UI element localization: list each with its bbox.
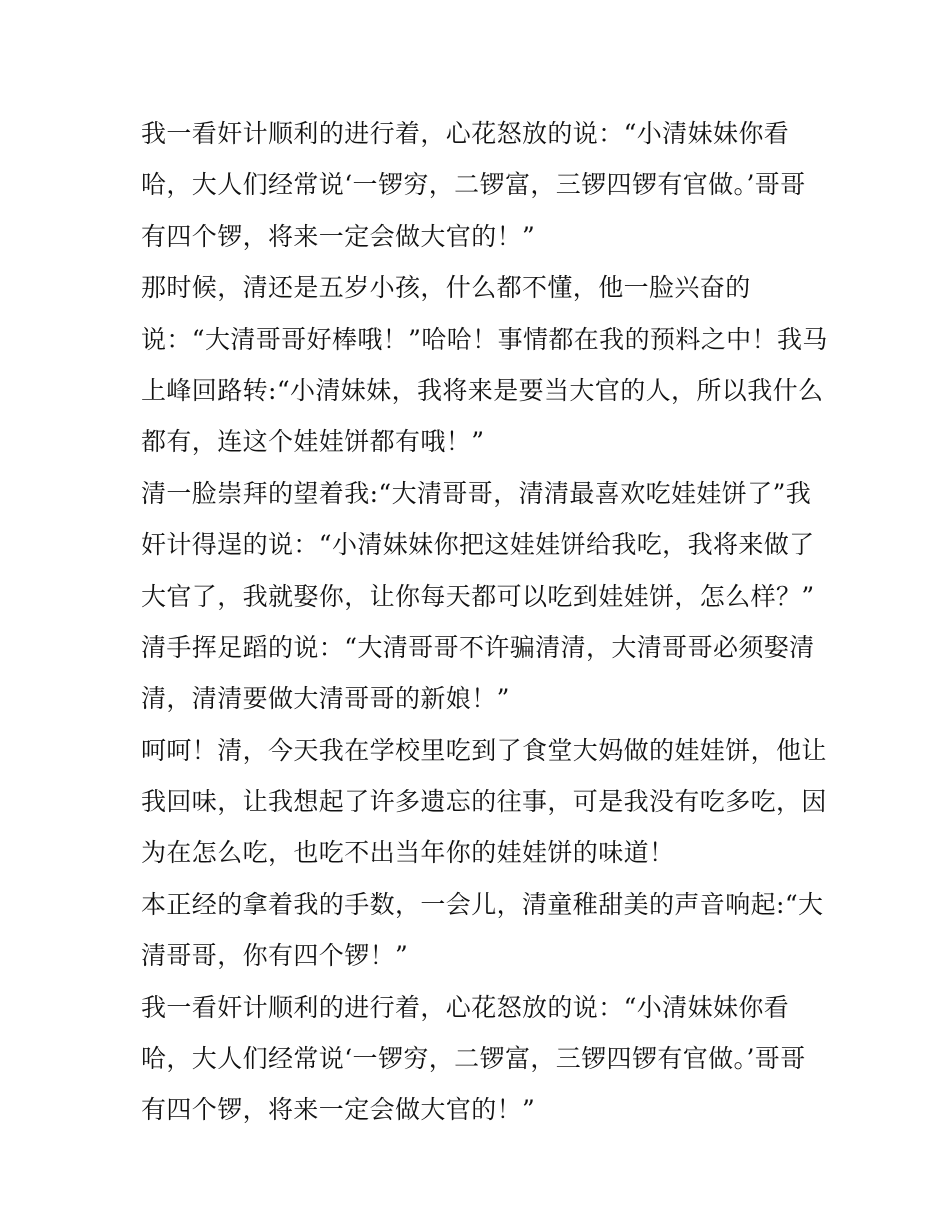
body-text bbox=[141, 108, 828, 1136]
text-line: 那时候，清还是五岁小孩，什么都不懂，他一脸兴奋的 bbox=[141, 273, 751, 303]
text-line: 清手挥足蹈的说：“大清哥哥不许骗清清，大清哥哥必须娶清 bbox=[141, 632, 815, 662]
text-line: 上峰回路转:“小清妹妹，我将来是要当大官的人，所以我什么 bbox=[141, 375, 824, 405]
text-line: 为在怎么吃，也吃不出当年你的娃娃饼的味道！ bbox=[141, 838, 675, 868]
text-line: 我回味，让我想起了许多遗忘的往事，可是我没有吃多吃，因 bbox=[141, 787, 827, 817]
text-line: 清哥哥，你有四个锣！” bbox=[141, 941, 409, 971]
text-line: 大官了，我就娶你，让你每天都可以吃到娃娃饼，怎么样？” bbox=[141, 581, 815, 611]
text-line: 哈，大人们经常说‘一锣穷，二锣富，三锣四锣有官做。’哥哥 bbox=[141, 1044, 806, 1074]
text-line: 有四个锣，将来一定会做大官的！” bbox=[141, 221, 536, 251]
text-line: 清，清清要做大清哥哥的新娘！” bbox=[141, 684, 510, 714]
text-line: 都有，连这个娃娃饼都有哦！” bbox=[141, 427, 485, 457]
text-line: 有四个锣，将来一定会做大官的！” bbox=[141, 1095, 536, 1125]
text-line: 我一看奸计顺利的进行着，心花怒放的说：“小清妹妹你看 bbox=[141, 992, 790, 1022]
text-line: 本正经的拿着我的手数，一会儿，清童稚甜美的声音响起:“大 bbox=[141, 889, 824, 919]
text-line: 哈，大人们经常说‘一锣穷，二锣富，三锣四锣有官做。’哥哥 bbox=[141, 170, 806, 200]
text-line: 奸计得逞的说：“小清妹妹你把这娃娃饼给我吃，我将来做了 bbox=[141, 530, 815, 560]
text-line: 我一看奸计顺利的进行着，心花怒放的说：“小清妹妹你看 bbox=[141, 119, 790, 148]
text-line: 呵呵！清，今天我在学校里吃到了食堂大妈做的娃娃饼，他让 bbox=[141, 735, 827, 765]
text-line: 说：“大清哥哥好棒哦！”哈哈！事情都在我的预料之中！我马 bbox=[141, 324, 828, 354]
text-line: 清一脸崇拜的望着我:“大清哥哥，清清最喜欢吃娃娃饼了”我 bbox=[141, 478, 812, 508]
